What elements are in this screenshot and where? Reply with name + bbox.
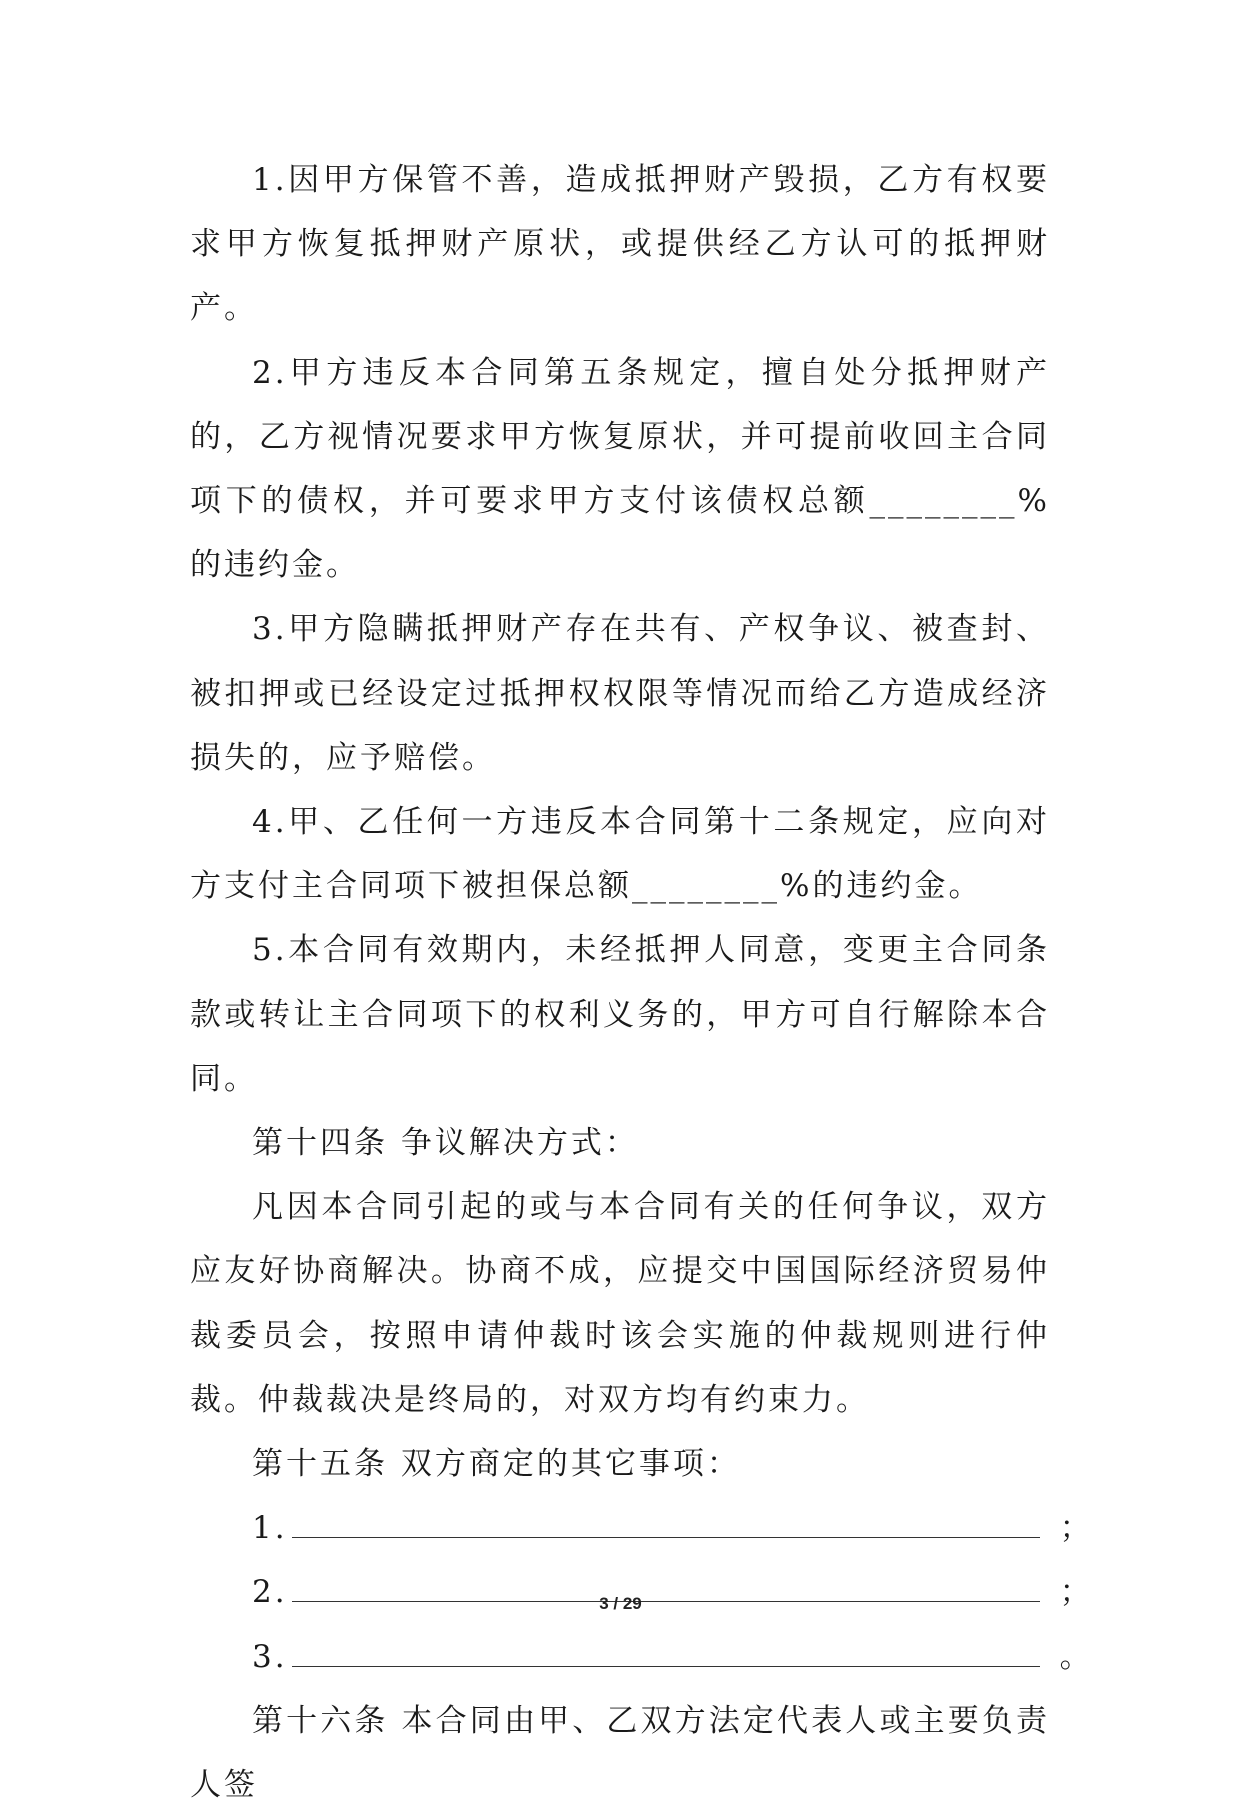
article-heading: 第十六条 本合同由甲、乙双方法定代表人或主要负责人签 [190, 1702, 1050, 1804]
article-heading: 第十五条 双方商定的其它事项： [252, 1446, 741, 1483]
clause-paragraph: 3.甲方隐瞒抵押财产存在共有、产权争议、被查封、被扣押或已经设定过抵押权权限等情况而给乙方造成经济损失的，应予赔偿。 [190, 611, 1050, 776]
blank-item [190, 1496, 1091, 1560]
blank-item-punctuation: 。 [1059, 1638, 1091, 1675]
article-heading: 第十四条 争议解决方式： [252, 1125, 639, 1162]
clause-paragraph: 1.因甲方保管不善，造成抵押财产毁损，乙方有权要求甲方恢复抵押财产原状，或提供经乙方认可的抵押财产。 [190, 162, 1050, 327]
blank-item [190, 1560, 1091, 1624]
clause-paragraph: 4.甲、乙任何一方违反本合同第十二条规定，应向对方支付主合同项下被担保总额________%的违约金。 [190, 804, 1050, 905]
page-number: 3 / 29 [599, 1594, 642, 1613]
clause-paragraph: 5.本合同有效期内，未经抵押人同意，变更主合同条款或转让主合同项下的权利义务的，甲方可自行解除本合同。 [190, 932, 1050, 1097]
fill-in-line [292, 1642, 1040, 1667]
document-body [190, 148, 1091, 1817]
blank-item-punctuation: ； [1059, 1510, 1091, 1547]
blank-item-punctuation: ； [1059, 1574, 1091, 1611]
blank-item-number: 2. [252, 1574, 288, 1611]
blank-item-number: 3. [252, 1638, 288, 1675]
clause-paragraph: 2.甲方违反本合同第五条规定，擅自处分抵押财产的，乙方视情况要求甲方恢复原状，并可提前收回主合同项下的债权，并可要求甲方支付该债权总额________%的违约金。 [190, 354, 1050, 584]
clause-paragraph: 凡因本合同引起的或与本合同有关的任何争议，双方应友好协商解决。协商不成，应提交中国国际经济贸易仲裁委员会，按照申请仲裁时该会实施的仲裁规则进行仲裁。仲裁裁决是终局的，对双方均有约束力。 [190, 1189, 1050, 1418]
fill-in-line [292, 1513, 1040, 1538]
blank-item-number: 1. [252, 1510, 288, 1547]
blank-item [190, 1625, 1091, 1689]
